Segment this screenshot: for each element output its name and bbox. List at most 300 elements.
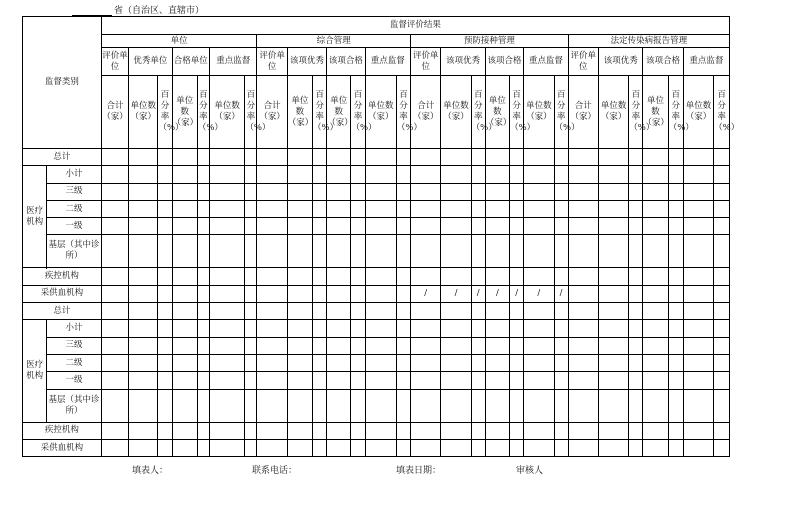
cell[interactable]	[629, 200, 643, 217]
cell[interactable]	[643, 166, 668, 183]
cell[interactable]	[365, 235, 396, 268]
cell[interactable]	[411, 200, 441, 217]
cell[interactable]	[101, 337, 128, 354]
cell[interactable]	[351, 337, 365, 354]
cell[interactable]	[172, 354, 197, 371]
cell[interactable]	[172, 303, 197, 320]
cell[interactable]	[172, 218, 197, 235]
cell[interactable]	[327, 183, 351, 200]
cell[interactable]	[524, 235, 554, 268]
cell[interactable]	[101, 372, 128, 389]
cell[interactable]	[524, 268, 554, 285]
cell[interactable]	[257, 389, 287, 422]
cell[interactable]	[643, 389, 668, 422]
cell[interactable]	[129, 200, 158, 217]
cell[interactable]	[287, 166, 312, 183]
cell[interactable]	[471, 149, 485, 166]
cell[interactable]	[327, 285, 351, 302]
cell[interactable]	[683, 439, 713, 456]
cell[interactable]	[668, 303, 683, 320]
cell[interactable]	[245, 354, 257, 371]
cell[interactable]	[668, 183, 683, 200]
cell[interactable]	[365, 439, 396, 456]
cell[interactable]	[327, 218, 351, 235]
cell[interactable]	[313, 200, 327, 217]
cell[interactable]	[313, 422, 327, 439]
cell[interactable]	[668, 285, 683, 302]
cell[interactable]	[683, 389, 713, 422]
cell[interactable]	[365, 320, 396, 337]
cell[interactable]	[441, 372, 471, 389]
cell[interactable]	[524, 149, 554, 166]
cell[interactable]	[129, 285, 158, 302]
cell[interactable]	[629, 268, 643, 285]
cell[interactable]	[668, 235, 683, 268]
cell[interactable]	[510, 235, 524, 268]
cell[interactable]	[327, 166, 351, 183]
cell[interactable]	[245, 149, 257, 166]
cell[interactable]	[441, 354, 471, 371]
cell[interactable]	[683, 268, 713, 285]
cell[interactable]	[257, 166, 287, 183]
cell[interactable]	[287, 439, 312, 456]
cell[interactable]	[471, 372, 485, 389]
cell[interactable]	[172, 389, 197, 422]
cell[interactable]	[411, 439, 441, 456]
cell[interactable]	[629, 235, 643, 268]
cell[interactable]	[524, 320, 554, 337]
cell[interactable]	[471, 166, 485, 183]
cell[interactable]	[287, 389, 312, 422]
cell[interactable]	[209, 183, 244, 200]
cell[interactable]	[257, 337, 287, 354]
cell[interactable]	[287, 372, 312, 389]
cell[interactable]	[327, 320, 351, 337]
cell[interactable]	[351, 218, 365, 235]
cell[interactable]	[327, 200, 351, 217]
cell[interactable]	[683, 149, 713, 166]
cell[interactable]	[598, 200, 628, 217]
cell[interactable]	[172, 268, 197, 285]
cell[interactable]	[554, 183, 568, 200]
cell[interactable]	[629, 218, 643, 235]
cell[interactable]	[129, 218, 158, 235]
cell[interactable]	[668, 337, 683, 354]
cell[interactable]	[351, 439, 365, 456]
cell[interactable]	[396, 183, 410, 200]
cell[interactable]	[714, 166, 730, 183]
cell[interactable]	[485, 218, 509, 235]
cell[interactable]	[287, 285, 312, 302]
cell[interactable]	[129, 166, 158, 183]
cell[interactable]	[441, 422, 471, 439]
cell[interactable]	[287, 422, 312, 439]
cell[interactable]	[643, 200, 668, 217]
cell[interactable]	[598, 166, 628, 183]
cell[interactable]	[129, 268, 158, 285]
cell[interactable]	[510, 303, 524, 320]
cell[interactable]	[209, 285, 244, 302]
cell[interactable]	[714, 183, 730, 200]
cell[interactable]	[714, 354, 730, 371]
cell[interactable]	[287, 303, 312, 320]
cell[interactable]	[683, 166, 713, 183]
cell[interactable]	[245, 285, 257, 302]
cell[interactable]	[101, 268, 128, 285]
cell[interactable]	[396, 268, 410, 285]
cell[interactable]	[714, 303, 730, 320]
cell[interactable]	[643, 337, 668, 354]
cell[interactable]	[643, 303, 668, 320]
cell[interactable]	[101, 389, 128, 422]
cell[interactable]	[411, 320, 441, 337]
cell[interactable]	[172, 166, 197, 183]
cell[interactable]	[471, 337, 485, 354]
cell[interactable]	[629, 285, 643, 302]
cell[interactable]	[714, 439, 730, 456]
cell[interactable]	[101, 285, 128, 302]
cell[interactable]	[485, 337, 509, 354]
cell[interactable]	[411, 166, 441, 183]
cell[interactable]	[351, 268, 365, 285]
cell[interactable]	[510, 183, 524, 200]
cell[interactable]	[158, 337, 172, 354]
cell[interactable]	[683, 183, 713, 200]
cell[interactable]	[129, 337, 158, 354]
cell[interactable]	[411, 372, 441, 389]
cell[interactable]	[471, 354, 485, 371]
cell[interactable]	[441, 218, 471, 235]
cell[interactable]	[209, 422, 244, 439]
cell[interactable]	[313, 389, 327, 422]
cell[interactable]	[209, 439, 244, 456]
cell[interactable]	[209, 235, 244, 268]
cell[interactable]	[554, 337, 568, 354]
cell[interactable]	[172, 320, 197, 337]
cell[interactable]	[365, 389, 396, 422]
cell[interactable]	[643, 149, 668, 166]
cell[interactable]	[471, 320, 485, 337]
cell[interactable]	[245, 337, 257, 354]
cell[interactable]	[158, 372, 172, 389]
cell[interactable]	[365, 422, 396, 439]
cell[interactable]	[411, 303, 441, 320]
cell[interactable]	[396, 354, 410, 371]
cell[interactable]	[714, 337, 730, 354]
cell[interactable]	[396, 337, 410, 354]
cell[interactable]	[365, 183, 396, 200]
cell[interactable]	[327, 439, 351, 456]
cell[interactable]	[197, 354, 209, 371]
cell[interactable]	[510, 337, 524, 354]
cell[interactable]	[568, 354, 598, 371]
cell[interactable]	[197, 285, 209, 302]
cell[interactable]	[668, 422, 683, 439]
cell[interactable]	[668, 218, 683, 235]
cell[interactable]	[351, 166, 365, 183]
cell[interactable]	[101, 200, 128, 217]
cell[interactable]	[643, 285, 668, 302]
cell[interactable]	[101, 439, 128, 456]
cell[interactable]	[351, 389, 365, 422]
cell[interactable]	[209, 337, 244, 354]
cell[interactable]	[668, 320, 683, 337]
cell[interactable]	[471, 183, 485, 200]
cell[interactable]	[668, 389, 683, 422]
cell[interactable]	[209, 268, 244, 285]
cell[interactable]	[510, 166, 524, 183]
cell[interactable]	[629, 439, 643, 456]
cell[interactable]	[524, 422, 554, 439]
cell[interactable]	[287, 268, 312, 285]
cell[interactable]	[351, 235, 365, 268]
cell[interactable]	[257, 354, 287, 371]
cell[interactable]	[714, 235, 730, 268]
cell[interactable]	[714, 268, 730, 285]
cell[interactable]	[101, 166, 128, 183]
cell[interactable]	[714, 422, 730, 439]
cell[interactable]	[327, 149, 351, 166]
cell[interactable]	[287, 235, 312, 268]
cell[interactable]	[568, 200, 598, 217]
cell[interactable]	[365, 337, 396, 354]
cell[interactable]	[598, 439, 628, 456]
cell[interactable]	[471, 422, 485, 439]
cell[interactable]	[411, 337, 441, 354]
cell[interactable]	[441, 200, 471, 217]
cell[interactable]	[683, 422, 713, 439]
cell[interactable]	[129, 372, 158, 389]
cell[interactable]	[668, 354, 683, 371]
cell[interactable]	[629, 183, 643, 200]
cell[interactable]	[524, 183, 554, 200]
cell[interactable]	[313, 285, 327, 302]
cell[interactable]	[209, 320, 244, 337]
cell[interactable]	[396, 439, 410, 456]
cell[interactable]	[197, 149, 209, 166]
cell[interactable]	[554, 303, 568, 320]
cell[interactable]	[524, 354, 554, 371]
cell[interactable]	[158, 389, 172, 422]
cell[interactable]	[629, 372, 643, 389]
cell[interactable]	[129, 149, 158, 166]
cell[interactable]	[629, 320, 643, 337]
cell[interactable]	[568, 183, 598, 200]
cell[interactable]	[245, 218, 257, 235]
cell[interactable]	[683, 218, 713, 235]
cell[interactable]	[598, 354, 628, 371]
cell[interactable]	[209, 166, 244, 183]
cell[interactable]	[524, 166, 554, 183]
cell[interactable]	[396, 218, 410, 235]
cell[interactable]	[598, 235, 628, 268]
cell[interactable]	[365, 285, 396, 302]
cell[interactable]	[524, 372, 554, 389]
cell[interactable]	[172, 337, 197, 354]
cell[interactable]	[197, 422, 209, 439]
cell[interactable]	[568, 372, 598, 389]
cell[interactable]	[172, 200, 197, 217]
cell[interactable]	[554, 149, 568, 166]
cell[interactable]	[554, 389, 568, 422]
cell[interactable]	[396, 372, 410, 389]
cell[interactable]	[683, 285, 713, 302]
cell[interactable]	[568, 268, 598, 285]
cell[interactable]	[158, 149, 172, 166]
cell[interactable]	[485, 200, 509, 217]
cell[interactable]	[510, 372, 524, 389]
cell[interactable]	[629, 389, 643, 422]
cell[interactable]	[245, 389, 257, 422]
cell[interactable]	[411, 183, 441, 200]
cell[interactable]	[257, 235, 287, 268]
cell[interactable]	[629, 166, 643, 183]
cell[interactable]	[197, 200, 209, 217]
cell[interactable]	[257, 218, 287, 235]
cell[interactable]	[287, 337, 312, 354]
cell[interactable]	[396, 303, 410, 320]
cell[interactable]	[554, 320, 568, 337]
cell[interactable]	[485, 354, 509, 371]
cell[interactable]	[396, 166, 410, 183]
cell[interactable]	[441, 303, 471, 320]
cell[interactable]	[245, 200, 257, 217]
cell[interactable]	[101, 218, 128, 235]
cell[interactable]	[257, 439, 287, 456]
cell[interactable]	[287, 354, 312, 371]
cell[interactable]	[396, 200, 410, 217]
cell[interactable]	[668, 439, 683, 456]
cell[interactable]	[245, 439, 257, 456]
cell[interactable]	[158, 200, 172, 217]
cell[interactable]	[714, 149, 730, 166]
cell[interactable]	[313, 320, 327, 337]
cell[interactable]	[197, 166, 209, 183]
cell[interactable]	[327, 372, 351, 389]
cell[interactable]	[158, 183, 172, 200]
cell[interactable]	[257, 200, 287, 217]
cell[interactable]	[643, 372, 668, 389]
cell[interactable]	[396, 149, 410, 166]
cell[interactable]	[568, 149, 598, 166]
cell[interactable]	[668, 372, 683, 389]
cell[interactable]	[598, 149, 628, 166]
cell[interactable]	[158, 235, 172, 268]
cell[interactable]	[524, 303, 554, 320]
cell[interactable]	[524, 200, 554, 217]
cell[interactable]	[554, 166, 568, 183]
cell[interactable]	[629, 303, 643, 320]
cell[interactable]	[365, 166, 396, 183]
cell[interactable]	[129, 183, 158, 200]
cell[interactable]	[441, 389, 471, 422]
cell[interactable]	[158, 268, 172, 285]
cell[interactable]	[471, 303, 485, 320]
cell[interactable]	[197, 320, 209, 337]
cell[interactable]	[714, 320, 730, 337]
cell[interactable]	[396, 389, 410, 422]
cell[interactable]	[554, 268, 568, 285]
cell[interactable]	[643, 439, 668, 456]
cell[interactable]	[683, 354, 713, 371]
cell[interactable]	[485, 235, 509, 268]
cell[interactable]	[101, 235, 128, 268]
cell[interactable]	[158, 320, 172, 337]
cell[interactable]	[287, 320, 312, 337]
cell[interactable]	[365, 149, 396, 166]
cell[interactable]	[683, 320, 713, 337]
cell[interactable]	[471, 218, 485, 235]
cell[interactable]	[209, 354, 244, 371]
cell[interactable]	[598, 337, 628, 354]
cell[interactable]	[101, 354, 128, 371]
cell[interactable]	[554, 439, 568, 456]
cell[interactable]	[313, 372, 327, 389]
cell[interactable]	[158, 166, 172, 183]
cell[interactable]	[568, 439, 598, 456]
cell[interactable]	[668, 200, 683, 217]
cell[interactable]	[101, 422, 128, 439]
cell[interactable]	[568, 285, 598, 302]
cell[interactable]	[245, 422, 257, 439]
cell[interactable]	[598, 372, 628, 389]
cell[interactable]	[209, 200, 244, 217]
cell[interactable]	[568, 166, 598, 183]
cell[interactable]	[510, 422, 524, 439]
cell[interactable]	[510, 354, 524, 371]
cell[interactable]	[257, 183, 287, 200]
cell[interactable]	[245, 166, 257, 183]
cell[interactable]	[287, 149, 312, 166]
cell[interactable]	[471, 389, 485, 422]
cell[interactable]	[554, 200, 568, 217]
cell[interactable]	[568, 303, 598, 320]
cell[interactable]	[510, 200, 524, 217]
cell[interactable]	[209, 218, 244, 235]
cell[interactable]	[524, 439, 554, 456]
cell[interactable]	[313, 303, 327, 320]
cell[interactable]	[396, 320, 410, 337]
cell[interactable]	[411, 268, 441, 285]
cell[interactable]	[568, 218, 598, 235]
cell[interactable]	[510, 439, 524, 456]
cell[interactable]	[643, 354, 668, 371]
cell[interactable]	[524, 389, 554, 422]
cell[interactable]	[485, 372, 509, 389]
cell[interactable]	[441, 439, 471, 456]
cell[interactable]	[245, 303, 257, 320]
cell[interactable]	[129, 389, 158, 422]
cell[interactable]	[129, 354, 158, 371]
cell[interactable]	[485, 303, 509, 320]
cell[interactable]	[683, 372, 713, 389]
cell[interactable]	[485, 439, 509, 456]
cell[interactable]	[714, 372, 730, 389]
cell[interactable]	[313, 183, 327, 200]
cell[interactable]	[101, 149, 128, 166]
cell[interactable]	[327, 235, 351, 268]
cell[interactable]	[554, 218, 568, 235]
cell[interactable]	[668, 268, 683, 285]
cell[interactable]	[172, 372, 197, 389]
cell[interactable]	[158, 218, 172, 235]
cell[interactable]	[441, 149, 471, 166]
cell[interactable]	[485, 422, 509, 439]
cell[interactable]	[245, 372, 257, 389]
cell[interactable]	[441, 268, 471, 285]
cell[interactable]	[158, 354, 172, 371]
cell[interactable]	[197, 183, 209, 200]
